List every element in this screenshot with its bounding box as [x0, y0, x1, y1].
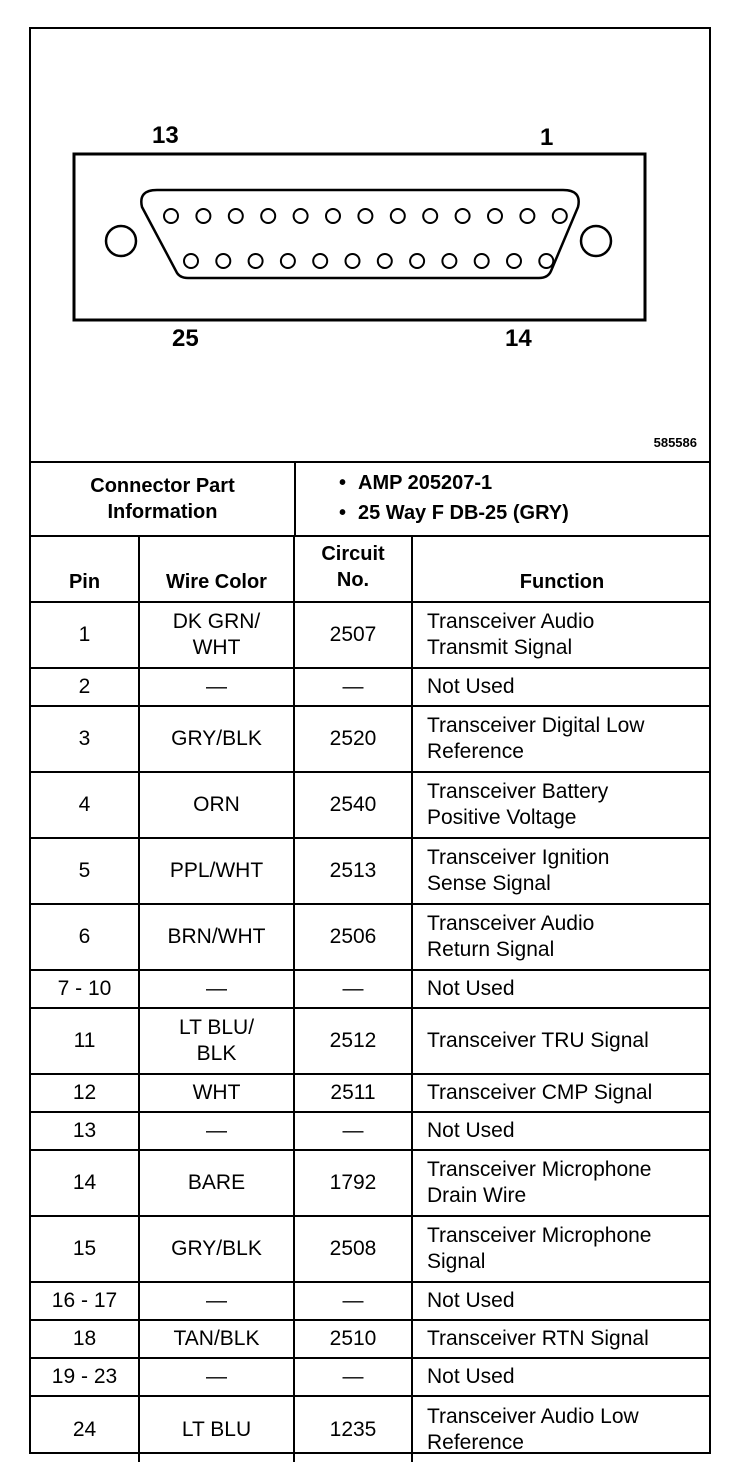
- d-shell: [141, 190, 578, 278]
- wire-color: [139, 1282, 294, 1320]
- wire-color: [139, 1216, 294, 1282]
- pin-socket: [539, 254, 553, 268]
- table-row: [31, 1074, 711, 1112]
- pin-number: 2: [31, 668, 139, 706]
- table-row: [31, 904, 711, 970]
- function-line: Transceiver Audio: [427, 610, 595, 633]
- connector-outline: [74, 154, 645, 320]
- wire-color-line: GRY/BLK: [171, 1237, 262, 1260]
- pin-row-top: [164, 209, 567, 223]
- wire-color: [139, 1074, 294, 1112]
- table-row: [31, 970, 711, 1008]
- function-line: Transceiver TRU Signal: [427, 1029, 649, 1052]
- pin-number: 11: [31, 1008, 139, 1074]
- pin-label-13: 13: [152, 122, 179, 149]
- circuit-number: 2512: [294, 1008, 412, 1074]
- circuit-number: —: [294, 1112, 412, 1150]
- circuit-number: 2513: [294, 838, 412, 904]
- function-description: [412, 1074, 711, 1112]
- function-line: Reference: [427, 740, 524, 763]
- pinout-body: [31, 602, 711, 1462]
- circuit-number: 2510: [294, 1320, 412, 1358]
- function-description: [412, 1150, 711, 1216]
- pin-row-bottom: [184, 254, 553, 268]
- circuit-number: 2507: [294, 602, 412, 668]
- wire-color-line: BLK: [196, 1042, 237, 1065]
- wire-color: [139, 668, 294, 706]
- pin-number: 1: [31, 602, 139, 668]
- mount-hole-right: [581, 226, 611, 256]
- connector-info-label-line1: Connector Part: [90, 475, 235, 497]
- function-description: [412, 838, 711, 904]
- pin-socket: [196, 209, 210, 223]
- pin-label-25: 25: [172, 325, 199, 352]
- function-line: Sense Signal: [427, 872, 551, 895]
- wire-color: [139, 904, 294, 970]
- wire-color-line: WHT: [192, 1081, 241, 1104]
- function-line: Not Used: [427, 1365, 515, 1388]
- wire-color: [139, 706, 294, 772]
- pin-number: 7 - 10: [31, 970, 139, 1008]
- connector-type: 25 Way F DB-25 (GRY): [358, 502, 569, 524]
- db25-connector-drawing: [31, 29, 709, 461]
- wire-color: [139, 1008, 294, 1074]
- wire-color-line: —: [206, 977, 227, 1000]
- function-description: [412, 1216, 711, 1282]
- function-line: Transmit Signal: [427, 636, 573, 659]
- pinout-table: [31, 535, 711, 1462]
- table-row: [31, 1396, 711, 1462]
- pin-socket: [326, 209, 340, 223]
- function-line: Not Used: [427, 1289, 515, 1312]
- pin-socket: [261, 209, 275, 223]
- pin-socket: [507, 254, 521, 268]
- function-description: [412, 602, 711, 668]
- connector-part-info: [31, 463, 709, 535]
- function-description: [412, 772, 711, 838]
- wire-color-line: —: [206, 1289, 227, 1312]
- table-row: [31, 1008, 711, 1074]
- part-number-bullet: [296, 468, 709, 498]
- pin-socket: [475, 254, 489, 268]
- circuit-number: —: [294, 970, 412, 1008]
- wire-color: [139, 838, 294, 904]
- pin-socket: [294, 209, 308, 223]
- pin-number: 3: [31, 706, 139, 772]
- function-description: [412, 1008, 711, 1074]
- header-pin: Pin: [31, 536, 139, 602]
- circuit-number: —: [294, 1282, 412, 1320]
- pin-number: 12: [31, 1074, 139, 1112]
- wire-color-line: LT BLU: [181, 1417, 252, 1441]
- function-description: [412, 1320, 711, 1358]
- table-row: [31, 1282, 711, 1320]
- table-row: [31, 1358, 711, 1396]
- function-line: Transceiver Battery: [427, 780, 609, 803]
- pin-socket: [520, 209, 534, 223]
- function-line: Transceiver RTN Signal: [427, 1327, 649, 1350]
- function-line: Reference: [427, 1430, 524, 1454]
- wire-color-line: ORN: [193, 793, 240, 816]
- pin-number: 15: [31, 1216, 139, 1282]
- wire-color-line: LT BLU/: [178, 1016, 255, 1039]
- pin-socket: [391, 209, 405, 223]
- wire-color-line: GRY/BLK: [171, 727, 262, 750]
- connector-info-values: [296, 463, 709, 535]
- circuit-number: —: [294, 1358, 412, 1396]
- wire-color-line: —: [206, 1119, 227, 1142]
- pin-number: 24: [31, 1396, 139, 1462]
- header-circuit-no: [294, 536, 412, 602]
- function-line: Transceiver Microphone: [427, 1158, 652, 1181]
- mount-hole-left: [106, 226, 136, 256]
- pin-number: 5: [31, 838, 139, 904]
- table-row: [31, 1216, 711, 1282]
- wire-color: [139, 1320, 294, 1358]
- table-row: [31, 668, 711, 706]
- pin-socket: [281, 254, 295, 268]
- function-description: [412, 1282, 711, 1320]
- circuit-number: 1792: [294, 1150, 412, 1216]
- circuit-number: 2506: [294, 904, 412, 970]
- pin-socket: [410, 254, 424, 268]
- table-row: [31, 1112, 711, 1150]
- pin-socket: [488, 209, 502, 223]
- pin-socket: [442, 254, 456, 268]
- pinout-header-row: [31, 536, 711, 602]
- table-row: [31, 706, 711, 772]
- connector-info-label: [31, 463, 294, 535]
- wire-color-line: —: [206, 675, 227, 698]
- pin-label-1: 1: [540, 124, 554, 151]
- function-description: [412, 668, 711, 706]
- function-line: Not Used: [427, 977, 515, 1000]
- wire-color: [139, 970, 294, 1008]
- bullet-icon: •: [339, 472, 347, 494]
- pin-socket: [184, 254, 198, 268]
- function-line: Return Signal: [427, 938, 555, 961]
- table-row: [31, 838, 711, 904]
- function-line: Transceiver Audio Low: [427, 1404, 639, 1428]
- table-row: [31, 602, 711, 668]
- circuit-number: 2540: [294, 772, 412, 838]
- pin-number: 14: [31, 1150, 139, 1216]
- pin-socket: [346, 254, 360, 268]
- pin-number: 16 - 17: [31, 1282, 139, 1320]
- pin-number: 6: [31, 904, 139, 970]
- table-row: [31, 1150, 711, 1216]
- wire-color: [139, 1150, 294, 1216]
- circuit-number: —: [294, 668, 412, 706]
- wire-color: [139, 602, 294, 668]
- table-row: [31, 772, 711, 838]
- pin-label-14: 14: [505, 325, 532, 352]
- function-line: Transceiver Microphone: [427, 1224, 652, 1247]
- bullet-icon: •: [339, 502, 347, 524]
- wire-color: [139, 1112, 294, 1150]
- pin-socket: [378, 254, 392, 268]
- function-line: Not Used: [427, 1119, 515, 1142]
- wire-color-line: —: [206, 1365, 227, 1388]
- function-description: [412, 970, 711, 1008]
- wire-color-line: PPL/WHT: [169, 859, 264, 882]
- header-circuit-line1: Circuit: [321, 543, 385, 565]
- circuit-number: 2508: [294, 1216, 412, 1282]
- header-wire-color: Wire Color: [139, 536, 294, 602]
- wire-color: [139, 1396, 294, 1462]
- part-number: AMP 205207-1: [358, 472, 493, 494]
- pin-number: 19 - 23: [31, 1358, 139, 1396]
- function-line: Transceiver CMP Signal: [427, 1081, 653, 1104]
- circuit-number: 1235: [294, 1396, 412, 1462]
- function-line: Transceiver Ignition: [427, 846, 610, 869]
- function-line: Transceiver Digital Low: [427, 714, 645, 737]
- figure-id: 585586: [653, 435, 697, 450]
- connector-type-bullet: [296, 498, 709, 528]
- function-description: [412, 1112, 711, 1150]
- function-line: Drain Wire: [427, 1184, 527, 1207]
- function-description: [412, 1396, 711, 1462]
- wire-color-line: TAN/BLK: [173, 1327, 260, 1350]
- wire-color-line: BRN/WHT: [167, 925, 266, 948]
- circuit-number: 2520: [294, 706, 412, 772]
- pin-socket: [229, 209, 243, 223]
- connector-info-label-line2: Information: [107, 501, 218, 523]
- table-row: [31, 1320, 711, 1358]
- pin-socket: [216, 254, 230, 268]
- pin-socket: [423, 209, 437, 223]
- pin-socket: [164, 209, 178, 223]
- pin-socket: [358, 209, 372, 223]
- pin-socket: [553, 209, 567, 223]
- function-description: [412, 904, 711, 970]
- wire-color: [139, 772, 294, 838]
- pin-number: 18: [31, 1320, 139, 1358]
- pin-socket: [456, 209, 470, 223]
- function-line: Not Used: [427, 675, 515, 698]
- function-line: Transceiver Audio: [427, 912, 595, 935]
- pin-number: 13: [31, 1112, 139, 1150]
- pin-socket: [313, 254, 327, 268]
- wire-color-line: WHT: [192, 636, 241, 659]
- function-description: [412, 1358, 711, 1396]
- wire-color: [139, 1358, 294, 1396]
- function-line: Signal: [427, 1250, 486, 1273]
- pin-socket: [249, 254, 263, 268]
- header-function: Function: [412, 536, 711, 602]
- circuit-number: 2511: [294, 1074, 412, 1112]
- pin-number: 4: [31, 772, 139, 838]
- connector-diagram: [31, 29, 709, 461]
- wire-color-line: BARE: [187, 1171, 246, 1194]
- function-description: [412, 706, 711, 772]
- function-line: Positive Voltage: [427, 806, 577, 829]
- connector-document: [29, 27, 711, 1454]
- header-circuit-line2: No.: [336, 569, 370, 591]
- wire-color-line: DK GRN/: [172, 610, 261, 633]
